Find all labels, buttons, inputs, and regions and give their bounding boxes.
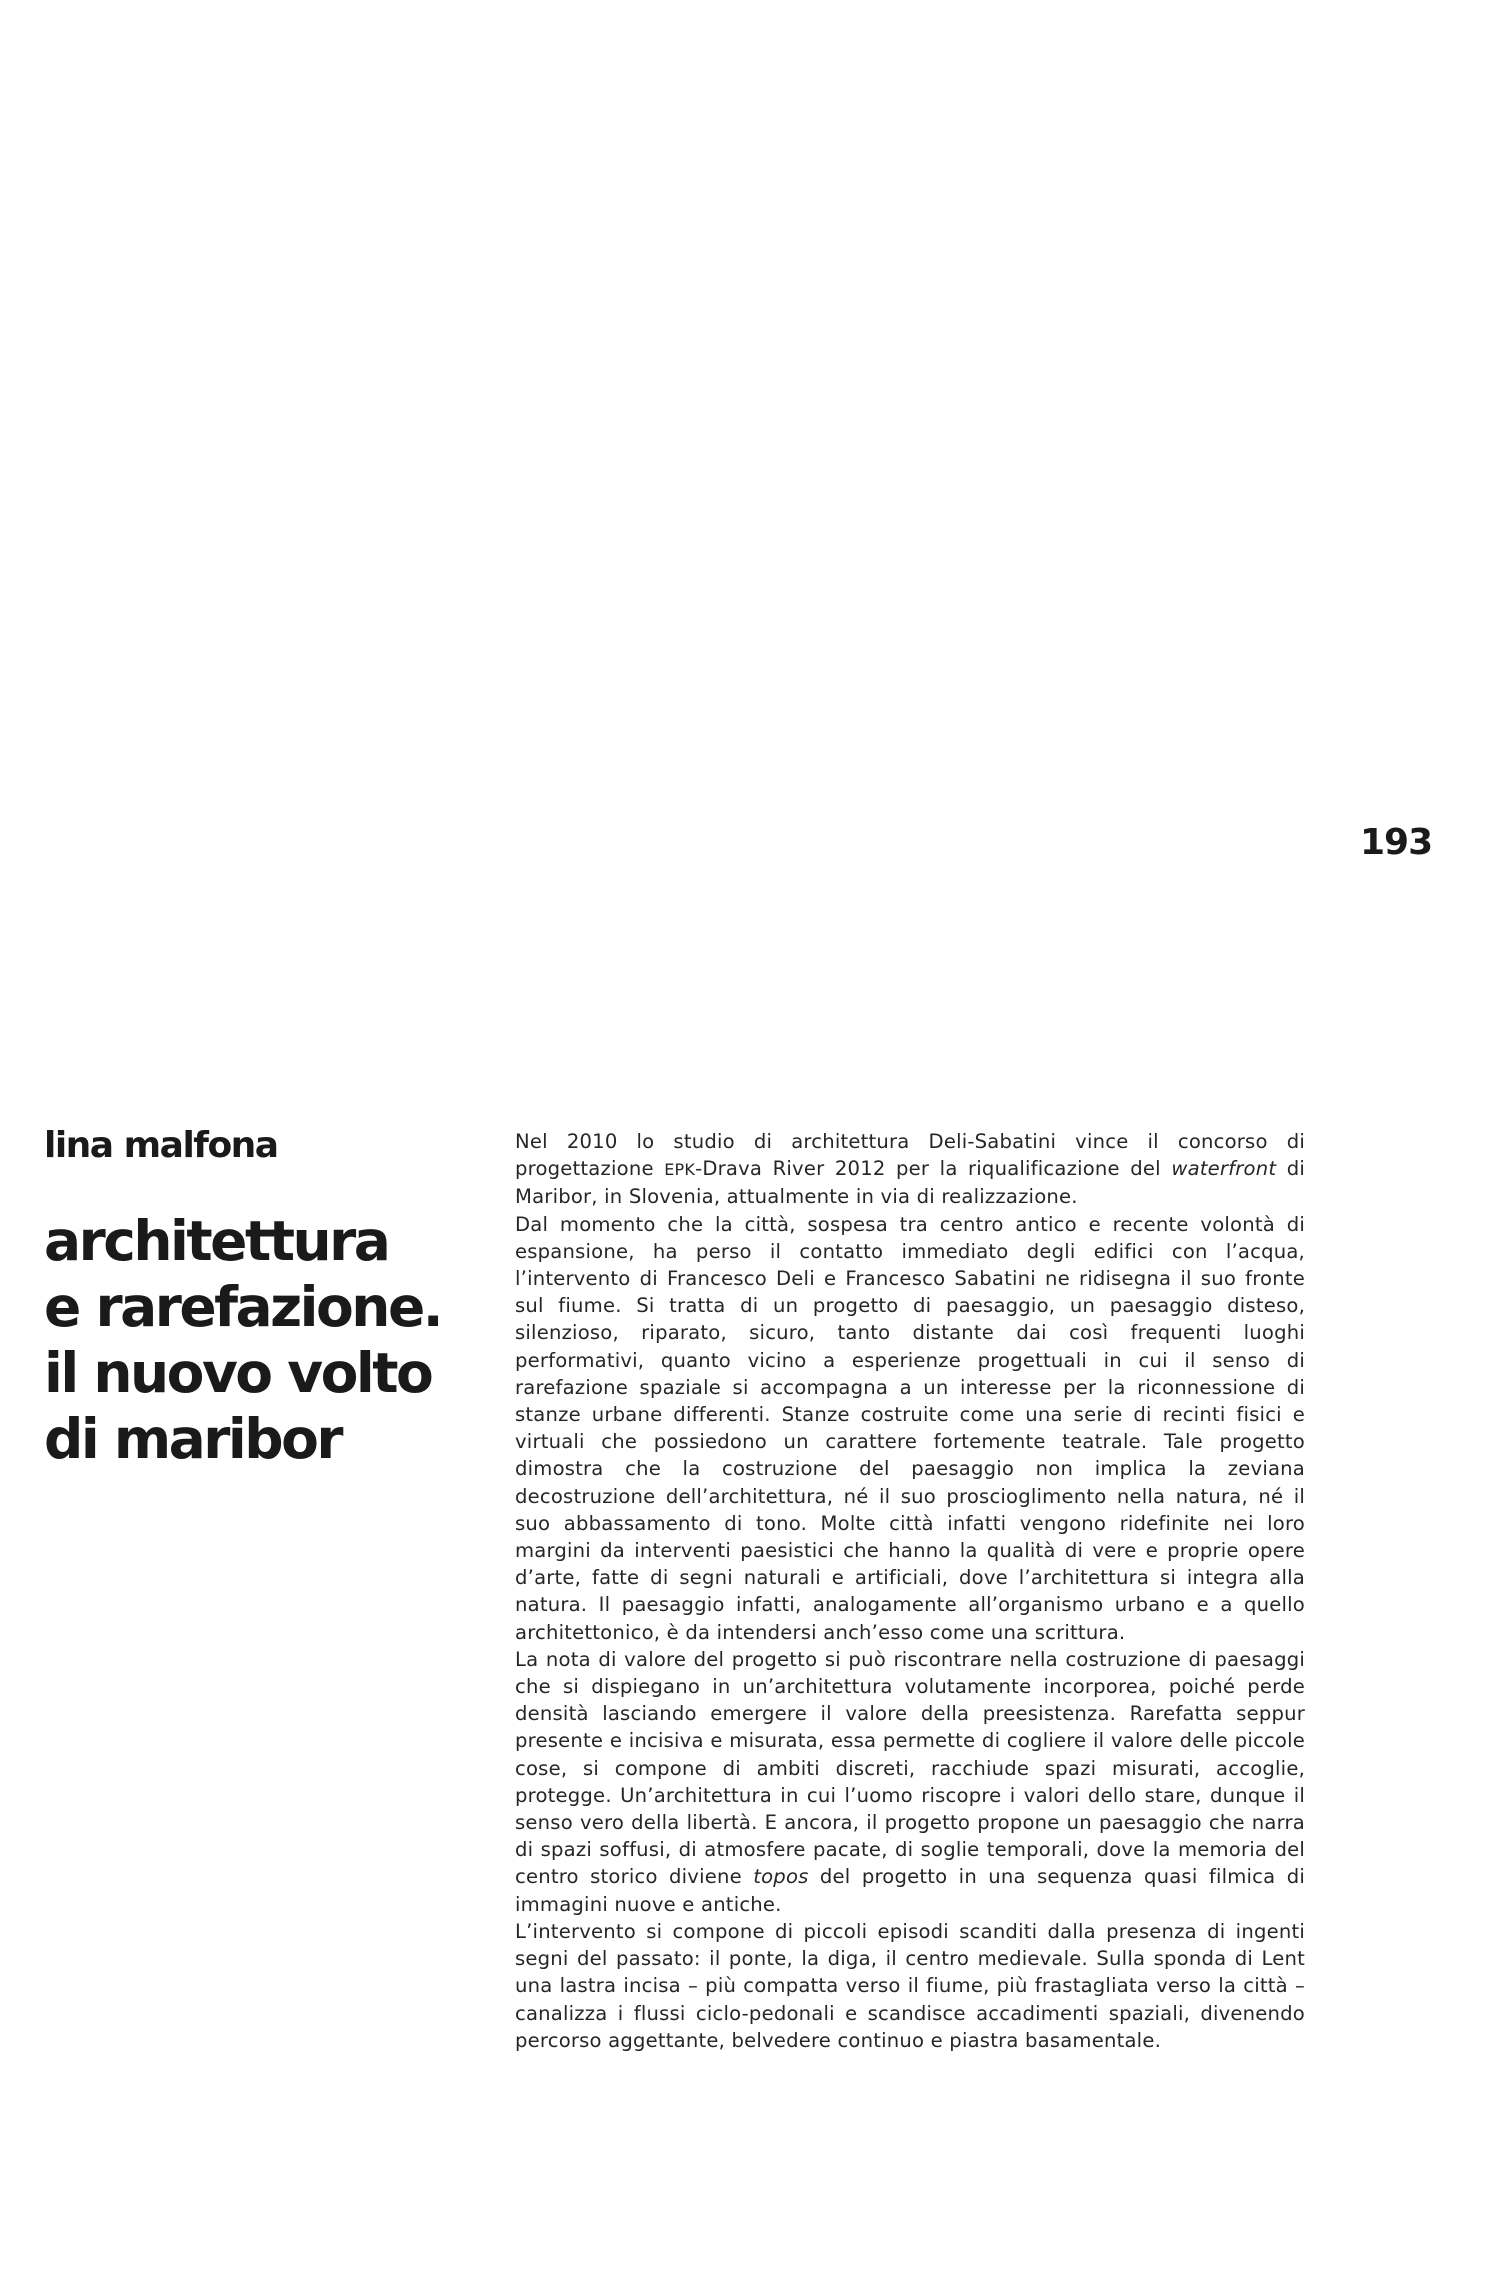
- paragraph-text: -Drava River 2012 per la riqualificazione del: [695, 1157, 1172, 1181]
- title-line: e rarefazione.: [44, 1275, 442, 1339]
- paragraph-text: Nel 2010 lo studio di architettura Deli-Sabatini vince il concorso di progettazione: [515, 1130, 1305, 1181]
- title-line: di maribor: [44, 1407, 342, 1471]
- paragraph: [515, 1646, 1305, 1918]
- article-title: [44, 1208, 444, 1472]
- paragraph-text: La nota di valore del progetto si può riscontrare nella costruzione di paesaggi che si dispiegano in un’architettura volutamente incorporea, poiché perde densità lasciando emergere il valore della preesistenza. Rarefatta seppur presente e incisiva e misurata, essa permette di cogliere il valore delle piccole cose, si compone di ambiti discreti, racchiude spazi misurati, accoglie, protegge. Un’architettura in cui l’uomo riscopre i valori dello stare, dunque il senso vero della libertà. E ancora, il progetto propone un paesaggio che narra di spazi soffusi, di atmosfere pacate, di soglie temporali, dove la memoria del centro storico diviene: [515, 1647, 1305, 1889]
- italic-term: topos: [753, 1865, 809, 1889]
- paragraph: Dal momento che la città, sospesa tra centro antico e recente volontà di espansione, ha perso il contatto immediato degli edifici con l’acqua, l’intervento di Francesco Deli e Francesco Sabatini ne ridisegna il suo fronte sul fiume. Si tratta di un progetto di paesaggio, un paesaggio disteso, silenzioso, riparato, sicuro, tanto distante dai così frequenti luoghi performativi, quanto vicino a esperienze progettuali in cui il senso di rarefazione spaziale si accompagna a un interesse per la riconnessione di stanze urbane differenti. Stanze costruite come una serie di recinti fisici e virtuali che possiedono un carattere fortemente teatrale. Tale progetto dimostra che la costruzione del paesaggio non implica la zeviana decostruzione dell’architettura, né il suo proscioglimento nella natura, né il suo abbassamento di tono. Molte città infatti vengono ridefinite nei loro margini da interventi paesistici che hanno la qualità di vere e proprie opere d’arte, fatte di segni naturali e artificiali, dove l’architettura si integra alla natura. Il paesaggio infatti, analogamente all’organismo urbano e a quello architettonico, è da intendersi anch’esso come una scrittura.: [515, 1212, 1305, 1644]
- paragraph-text: del progetto in una sequenza quasi filmica di immagini nuove e antiche.: [515, 1865, 1305, 1916]
- paragraph-text: di Maribor, in Slovenia, attualmente in via di realizzazione.: [515, 1157, 1306, 1209]
- paragraph: [515, 1128, 1305, 1211]
- author-name: lina malfona: [44, 1125, 278, 1166]
- title-line: architettura: [44, 1209, 389, 1273]
- italic-term: waterfront: [1171, 1157, 1277, 1181]
- paragraph: L’intervento si compone di piccoli episodi scanditi dalla presenza di ingenti segni del passato: il ponte, la diga, il centro medievale. Sulla sponda di Lent una lastra incisa – più compatta verso il fiume, più frastagliata verso la città – canalizza i flussi ciclo-pedonali e scandisce accadimenti spaziali, divenendo percorso aggettante, belvedere continuo e piastra basamentale.: [515, 1919, 1305, 2052]
- acronym-text: EPK: [664, 1160, 696, 1180]
- title-line: il nuovo volto: [44, 1341, 432, 1405]
- article-body: [515, 1128, 1305, 2054]
- page-number: 193: [1360, 822, 1433, 863]
